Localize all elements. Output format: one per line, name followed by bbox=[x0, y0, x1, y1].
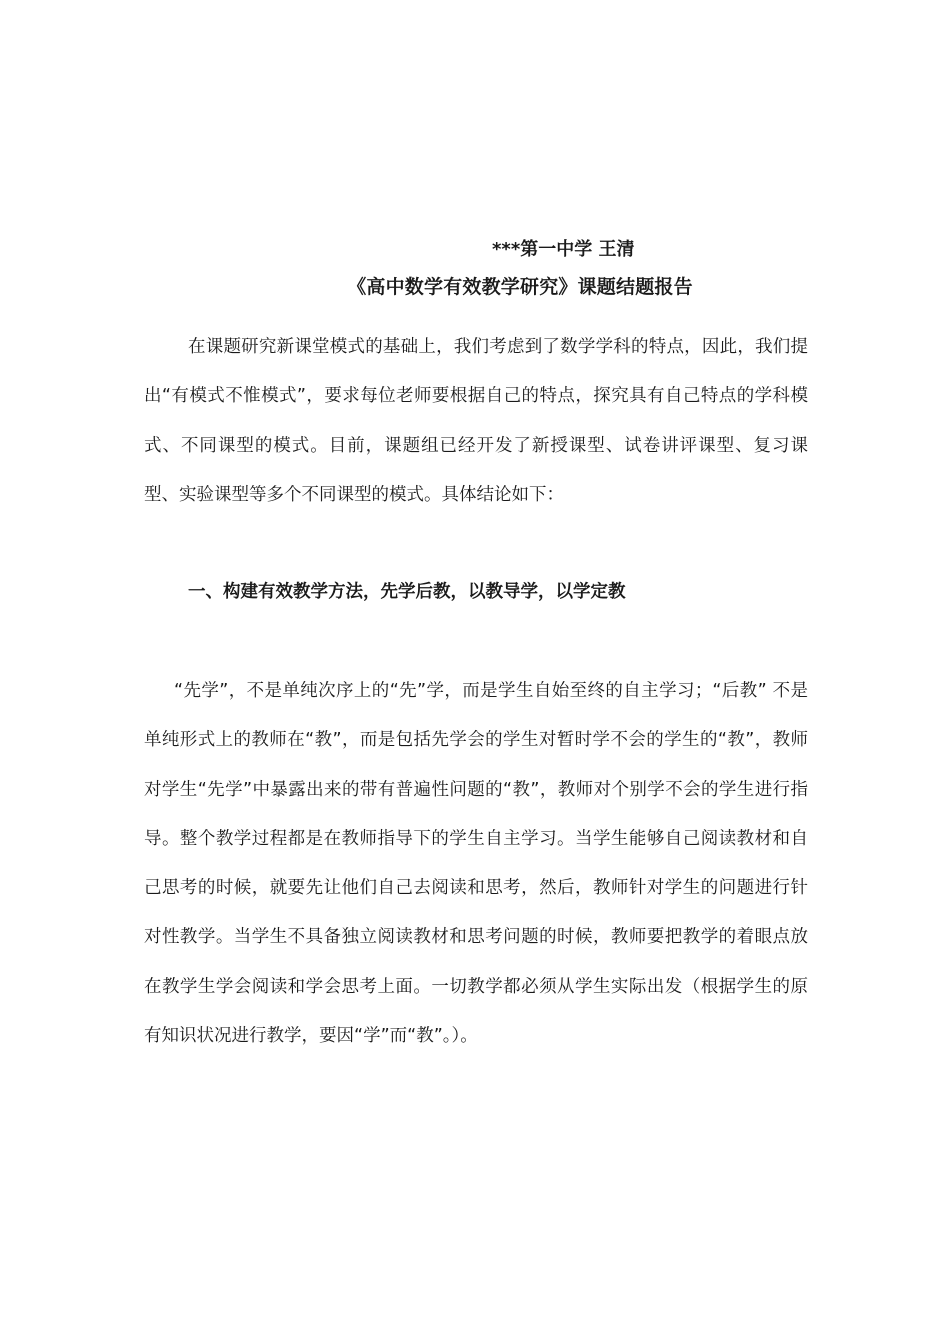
section-heading: 一、构建有效教学方法，先学后教，以教导学，以学定教 bbox=[188, 582, 626, 602]
body-paragraph: “先学”，不是单纯次序上的“先”学，而是学生自始至终的自主学习；“后教” 不是单纯形式上的教师在“教”，而是包括先学会的学生对暂时学不会的学生的“教”，教师对学生“先学”中暴露出来的带有普遍性问题的“教”，教师对个别学不会的学生进行指导。整个教学过程都是在教师指导下的学生自主学习。当学生能够自己阅读教材和自己思考的时候，就要先让他们自己去阅读和思考，然后，教师针对学生的问题进行针对性教学。当学生不具备独立阅读教材和思考问题的时候，教师要把教学的着眼点放在教学生学会阅读和学会思考上面。一切教学都必须从学生实际出发（根据学生的原有知识状况进行教学，要因“学”而“教”。）。 bbox=[144, 681, 808, 1047]
document-title: 《高中数学有效教学研究》课题结题报告 bbox=[347, 276, 693, 298]
intro-paragraph: 在课题研究新课堂模式的基础上，我们考虑到了数学学科的特点，因此，我们提出“有模式不惟模式”，要求每位老师要根据自己的特点，探究具有自己特点的学科模式、不同课型的模式。目前，课题组已经开发了新授课型、试卷讲评课型、复习课型、实验课型等多个不同课型的模式。具体结论如下： bbox=[144, 337, 808, 505]
author-line: ***第一中学 王清 bbox=[492, 239, 635, 260]
